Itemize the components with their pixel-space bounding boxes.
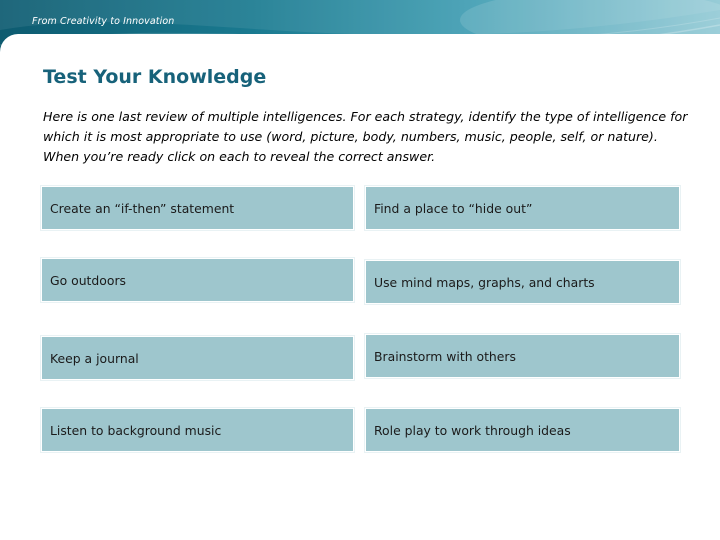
header-tagline: From Creativity to Innovation: [32, 16, 175, 27]
strategy-box-role-play[interactable]: Role play to work through ideas: [365, 408, 680, 452]
strategy-box-go-outdoors[interactable]: Go outdoors: [41, 258, 354, 302]
strategy-box-mind-maps[interactable]: Use mind maps, graphs, and charts: [365, 260, 680, 304]
intro-text: Here is one last review of multiple intelligences. For each strategy, identify the type of intelligence for which it is most appropriate to use (word, picture, body, numbers, music, people, self, or nature). When you’re ready click on each to reveal the correct answer.: [43, 109, 688, 164]
page-title: Test Your Knowledge: [43, 66, 267, 88]
strategy-box-if-then[interactable]: Create an “if-then” statement: [41, 186, 354, 230]
strategy-box-hide-out[interactable]: Find a place to “hide out”: [365, 186, 680, 230]
strategy-box-brainstorm[interactable]: Brainstorm with others: [365, 334, 680, 378]
strategy-box-journal[interactable]: Keep a journal: [41, 336, 354, 380]
strategy-box-background-music[interactable]: Listen to background music: [41, 408, 354, 452]
